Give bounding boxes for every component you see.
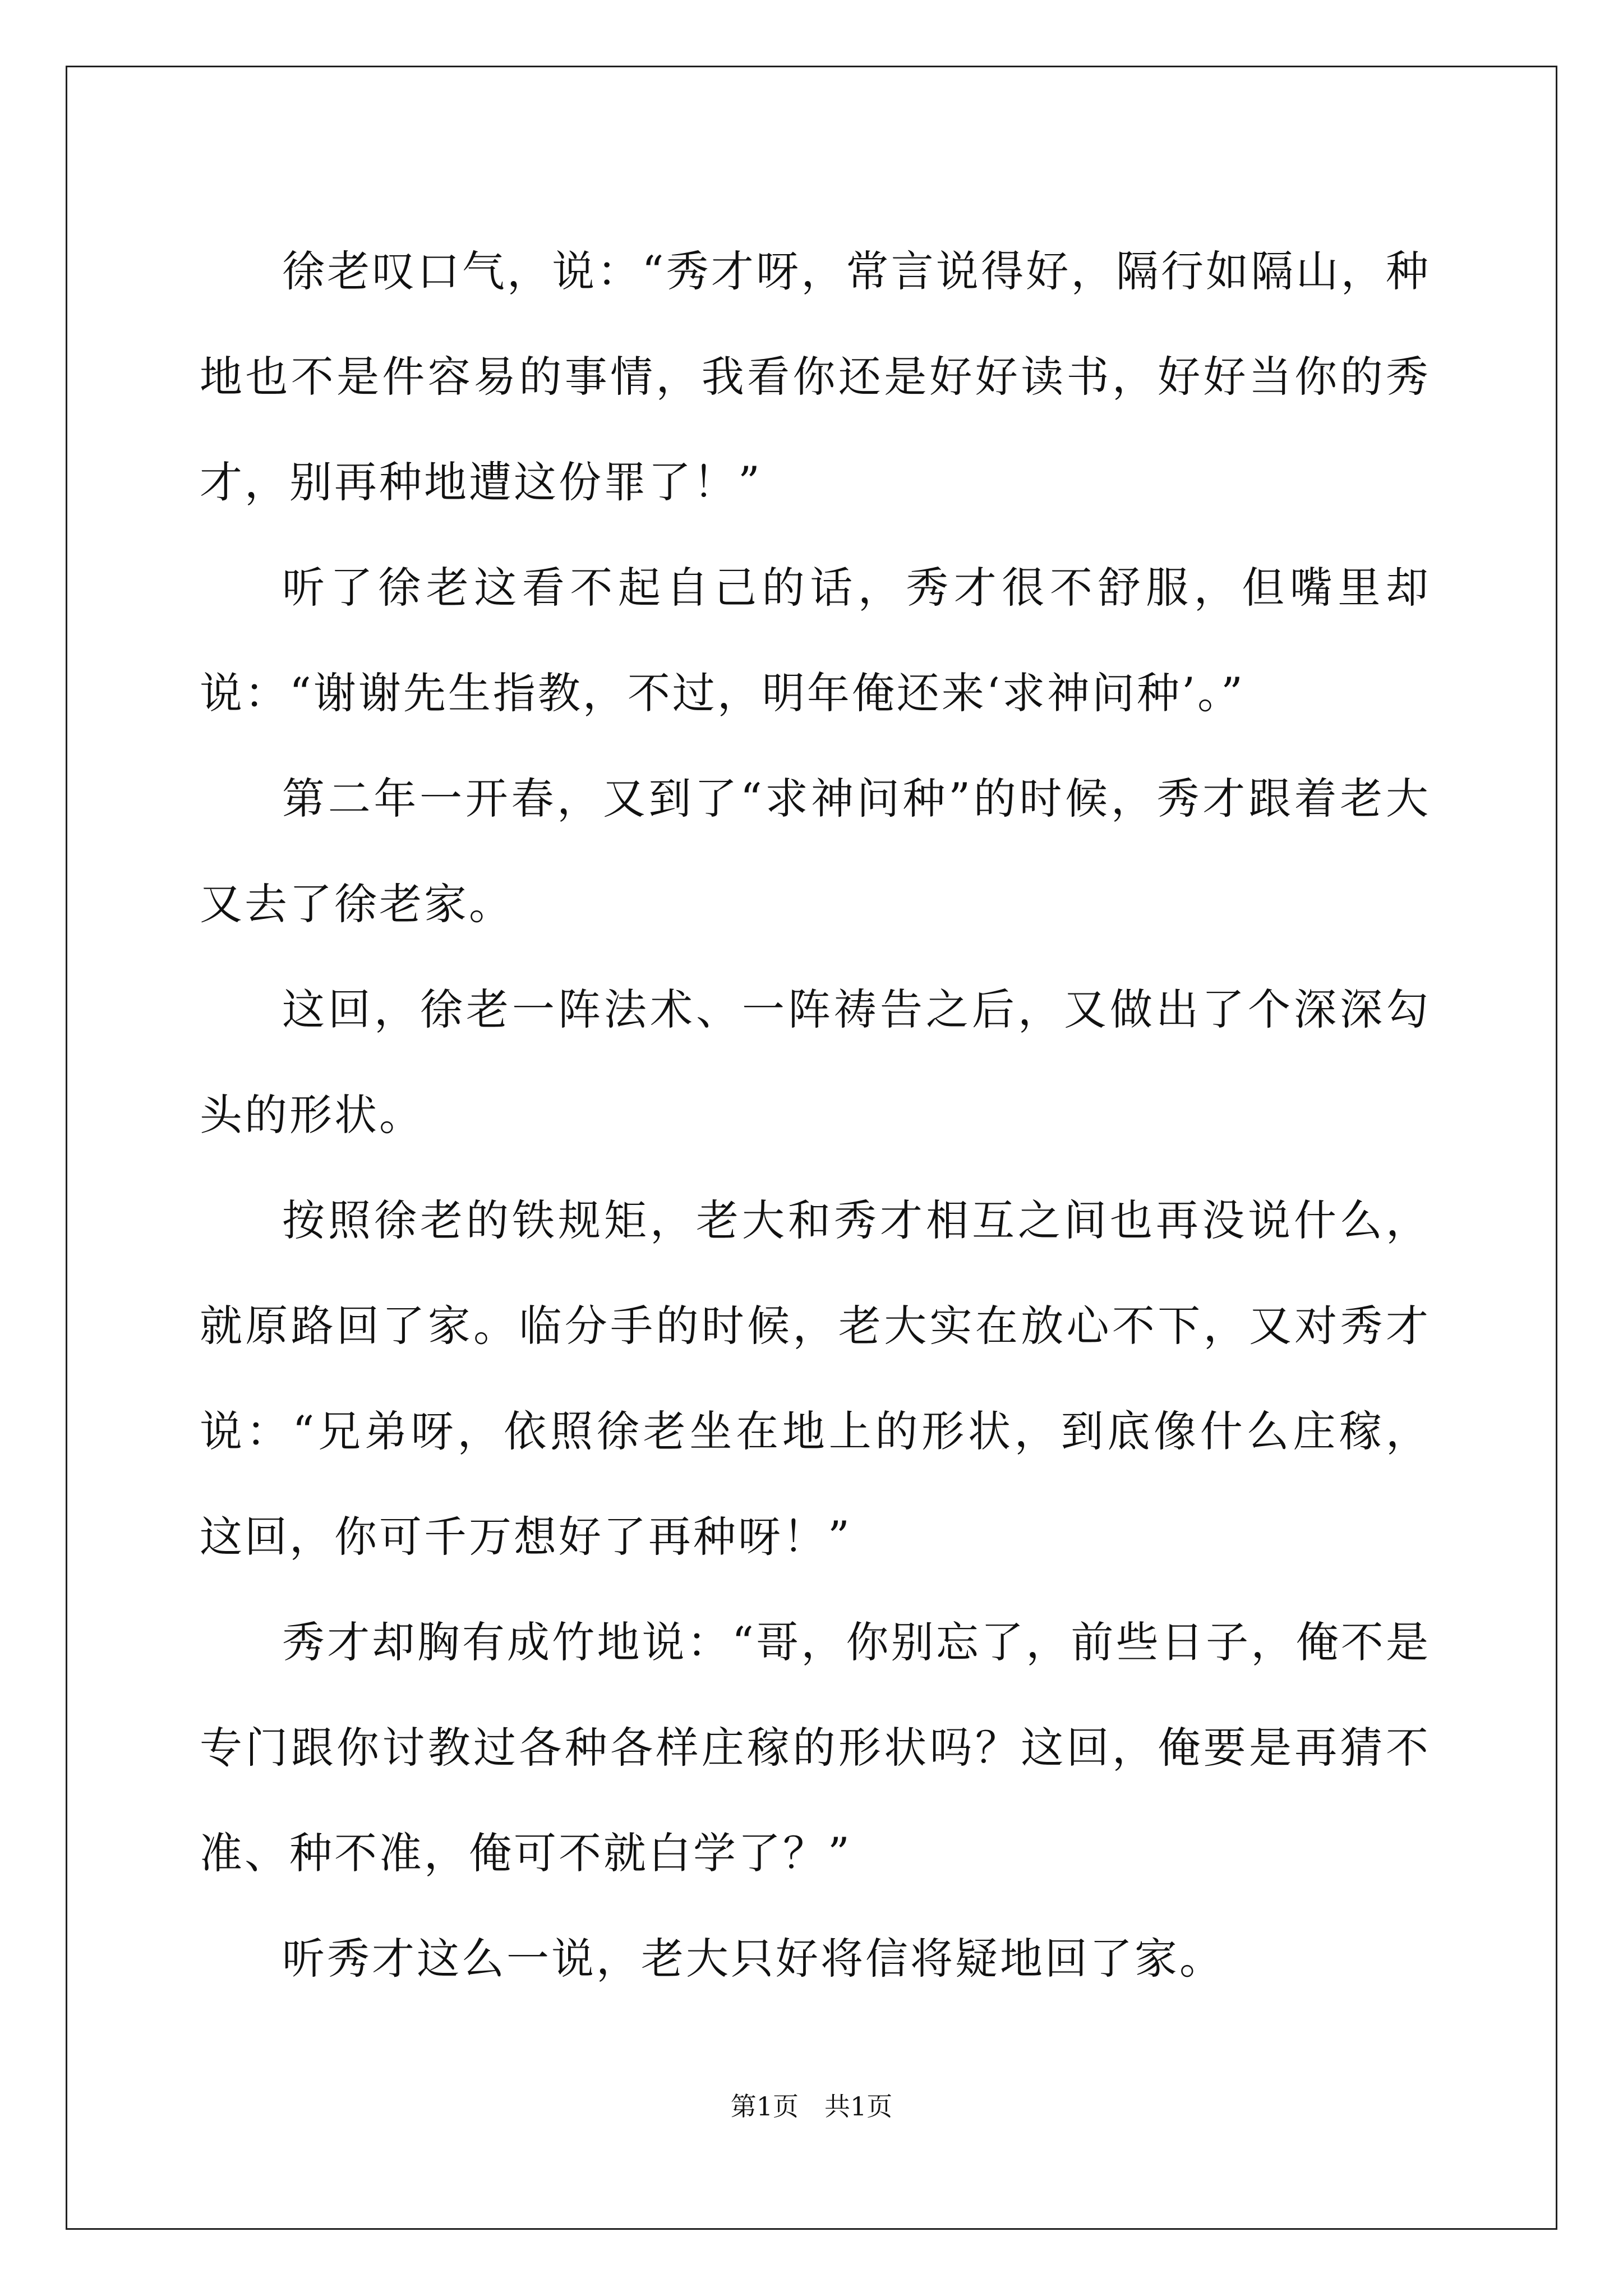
paragraph: 徐老叹口气，说：“秀才呀，常言说得好，隔行如隔山，种地也不是件容易的事情，我看你还是好好读书，好好当你的秀才，别再种地遭这份罪了！” — [200, 246, 1431, 507]
page-number-footer: 第1页 共1页 — [730, 2091, 893, 2122]
paragraph: 听秀才这么一说，老大只好将信将疑地回了家。 — [282, 1934, 1224, 1984]
paragraph: 听了徐老这看不起自己的话，秀才很不舒服，但嘴里却说：“谢谢先生指教，不过，明年俺还来‘求神问种’。” — [200, 563, 1431, 718]
document-body — [200, 219, 1431, 2012]
paragraph: 第二年一开春，又到了“求神问种”的时候，秀才跟着老大又去了徐老家。 — [200, 774, 1431, 929]
paragraph: 按照徐老的铁规矩，老大和秀才相互之间也再没说什么，就原路回了家。临分手的时候，老大实在放心不下，又对秀才说：“兄弟呀，依照徐老坐在地上的形状，到底像什么庄稼，这回，你可千万想好了再种呀！” — [200, 1195, 1431, 1562]
paragraph: 秀才却胸有成竹地说：“哥，你别忘了，前些日子，俺不是专门跟你讨教过各种各样庄稼的形状吗？这回，俺要是再猜不准、种不准，俺可不就白学了？” — [200, 1617, 1431, 1878]
paragraph: 这回，徐老一阵法术、一阵祷告之后，又做出了个深深勾头的形状。 — [200, 984, 1431, 1140]
